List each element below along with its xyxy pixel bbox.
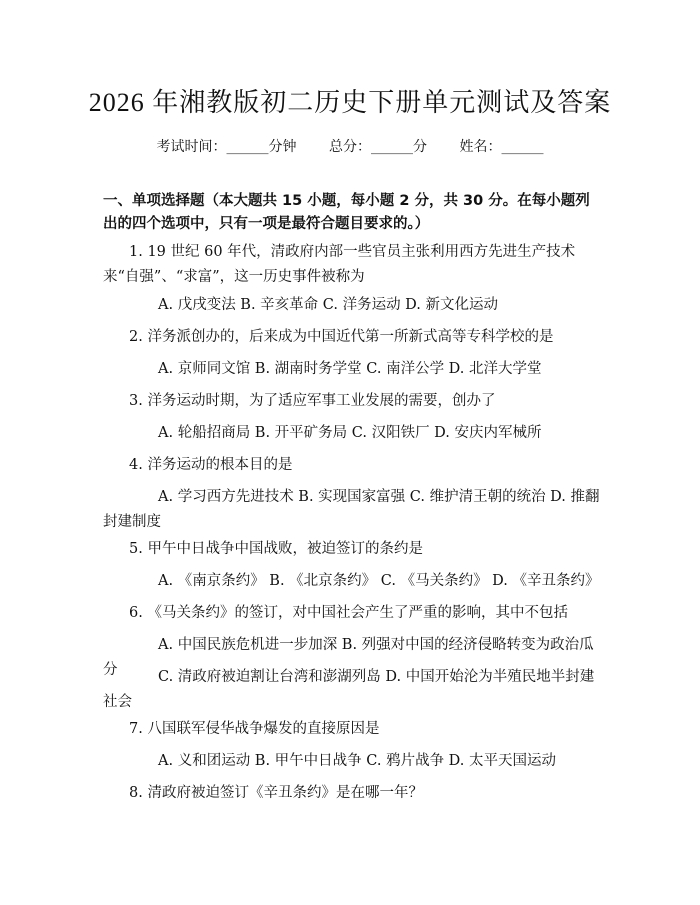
- question-2: 2. 洋务派创办的，后来成为中国近代第一所新式高等专科学校的是: [129, 329, 554, 345]
- question-4-options: A. 学习西方先进技术 B. 实现国家富强 C. 维护清王朝的统治 D. 推翻封建制度: [103, 489, 600, 530]
- student-name: 姓名：______: [459, 139, 544, 155]
- question-6-options: A. 中国民族危机进一步加深 B. 列强对中国的经济侵略转变为政治瓜分: [103, 637, 594, 678]
- exam-time: 考试时间：______分钟: [156, 139, 297, 155]
- question-3: 3. 洋务运动时期，为了适应军事工业发展的需要，创办了: [129, 393, 496, 409]
- question-8: 8. 清政府被迫签订《辛丑条约》是在哪一年？: [129, 785, 423, 801]
- question-7: 7. 八国联军侵华战争爆发的直接原因是: [129, 721, 380, 737]
- question-7-options: A. 义和团运动 B. 甲午中日战争 C. 鸦片战争 D. 太平天国运动: [158, 753, 557, 769]
- page-title: 2026 年湘教版初二历史下册单元测试及答案: [88, 88, 612, 117]
- question-1: 1. 19 世纪 60 年代，清政府内部一些官员主张利用西方先进生产技术来“自强”、“求富”，这一历史事件被称为: [103, 244, 576, 285]
- question-4: 4. 洋务运动的根本目的是: [129, 457, 293, 473]
- exam-meta: [0, 136, 700, 156]
- question-6: 6. 《马关条约》的签订，对中国社会产生了严重的影响，其中不包括: [129, 605, 568, 621]
- question-1-options: A. 戊戌变法 B. 辛亥革命 C. 洋务运动 D. 新文化运动: [158, 297, 499, 313]
- section-heading: 一、单项选择题（本大题共 15 小题，每小题 2 分，共 30 分。在每小题列出的四个选项中，只有一项是最符合题目要求的。）: [103, 193, 590, 232]
- exam-score: 总分：______分: [329, 139, 427, 155]
- question-5: 5. 甲午中日战争中国战败，被迫签订的条约是: [129, 541, 423, 557]
- question-2-options: A. 京师同文馆 B. 湖南时务学堂 C. 南洋公学 D. 北洋大学堂: [158, 361, 542, 377]
- question-6-options-continued: C. 清政府被迫割让台湾和澎湖列岛 D. 中国开始沦为半殖民地半封建社会: [103, 669, 595, 710]
- question-3-options: A. 轮船招商局 B. 开平矿务局 C. 汉阳铁厂 D. 安庆内军械所: [158, 425, 542, 441]
- question-5-options: A. 《南京条约》 B. 《北京条约》 C. 《马关条约》 D. 《辛丑条约》: [158, 573, 600, 589]
